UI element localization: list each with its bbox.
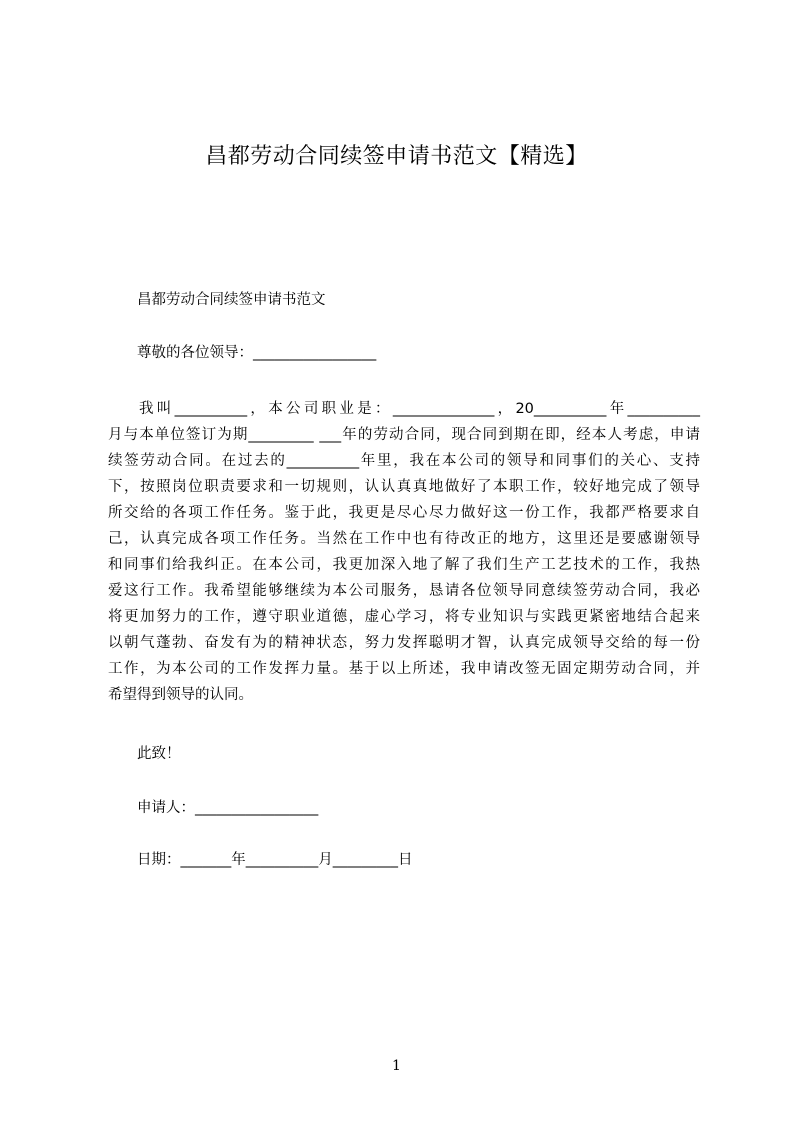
body-line: 我叫__________，本公司职业是：______________，20__________年__________ [139,401,700,417]
applicant-line: 申请人：_________________ [137,800,319,816]
body-line: 月与本单位签订为期_________ ___年的劳动合同，现合同到期在即，经本人考虑，申请 [108,427,700,443]
page-number: 1 [392,1058,401,1074]
body-line: 下，按照岗位职责要求和一切规则，认认真真地做好了本职工作，较好地完成了领导 [108,479,700,495]
body-line: 将更加努力的工作，遵守职业道德，虚心学习，将专业知识与实践更紧密地结合起来 [108,609,700,625]
body-line: 所交给的各项工作任务。鉴于此，我更是尽心尽力做好这一份工作，我都严格要求自 [108,505,700,521]
document-subtitle: 昌都劳动合同续签申请书范文 [137,292,326,308]
body-line: 续签劳动合同。在过去的__________年里，我在本公司的领导和同事们的关心、支持 [108,453,700,469]
body-line: 以朝气蓬勃、奋发有为的精神状态，努力发挥聪明才智，认真完成领导交给的每一份 [108,635,700,651]
salutation: 尊敬的各位领导：_________________ [137,345,377,361]
body-line: 工作，为本公司的工作发挥力量。基于以上所述，我申请改签无固定期劳动合同，并 [108,661,700,677]
closing: 此致！ [137,746,181,762]
body-paragraph [108,396,700,708]
body-line: 希望得到领导的认同。 [108,687,253,703]
date-line: 日期：_______年__________月_________日 [137,852,413,868]
body-line: 爱这行工作。我希望能够继续为本公司服务，恳请各位领导同意续签劳动合同，我必 [108,583,700,599]
body-line: 己，认真完成各项工作任务。当然在工作中也有待改正的地方，这里还是要感谢领导 [108,531,700,547]
document-title: 昌都劳动合同续签申请书范文【精选】 [205,144,588,169]
body-line: 和同事们给我纠正。在本公司，我更加深入地了解了我们生产工艺技术的工作，我热 [108,557,700,573]
